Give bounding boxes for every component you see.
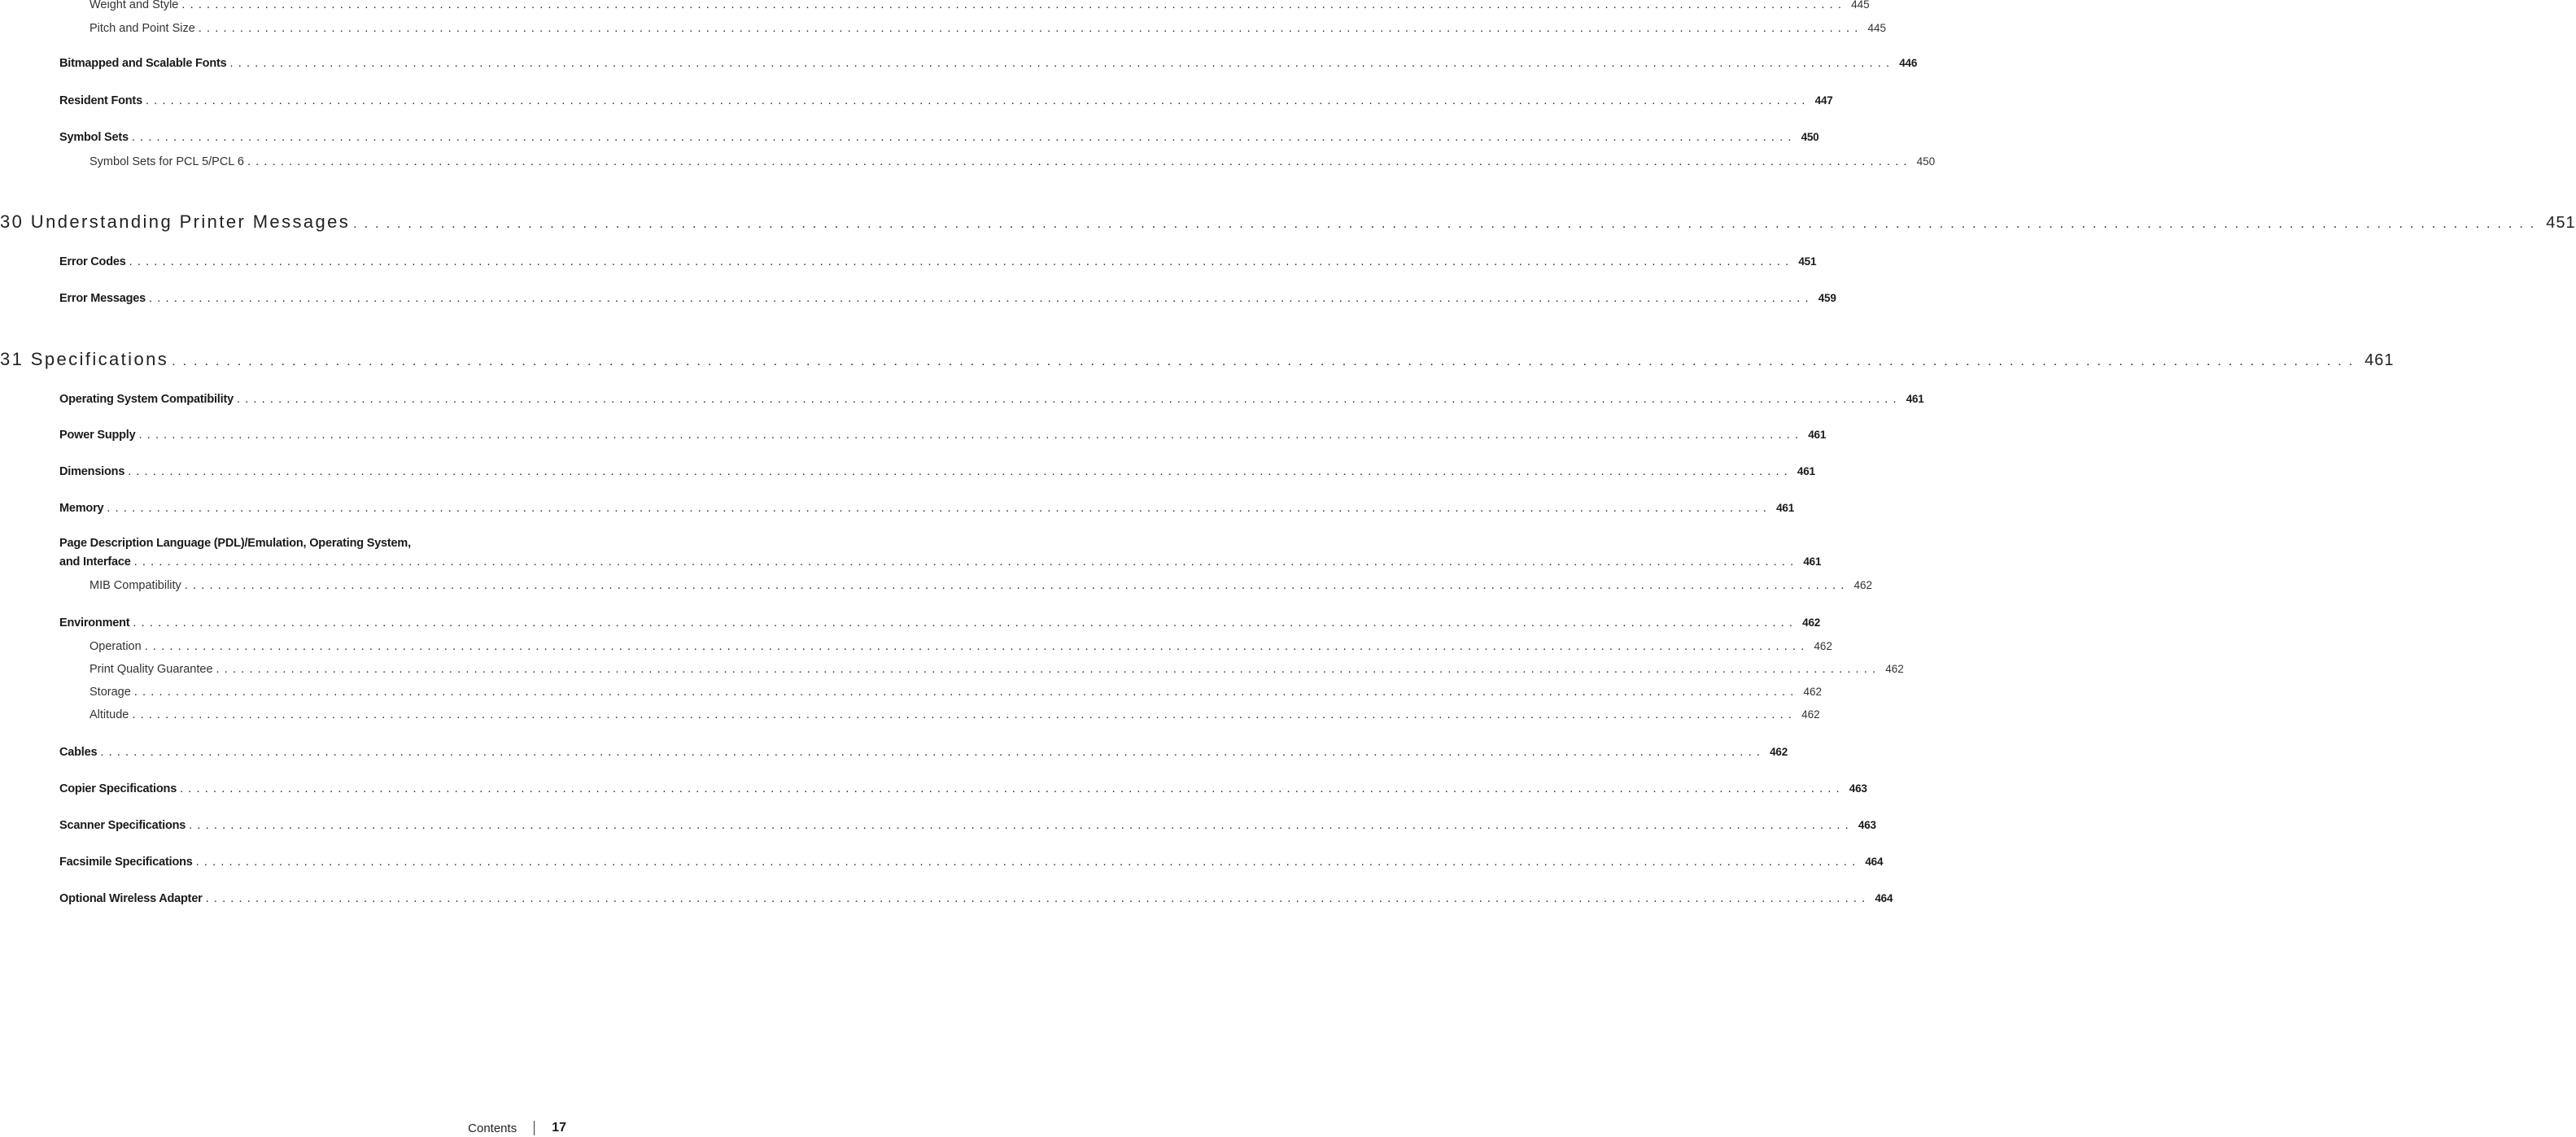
toc-entry-mib[interactable] [90, 579, 1873, 592]
dot-leader: ........................................................................................................................................................................................................ [216, 663, 1881, 676]
footer-label: Contents [468, 1121, 517, 1135]
toc-entry-resident[interactable] [59, 94, 1833, 107]
toc-entry-bitmapped[interactable] [59, 57, 1918, 70]
toc-entry-page: 445 [1867, 22, 1887, 34]
toc-entry-page: 459 [1818, 292, 1836, 304]
toc-entry-page: 461 [1808, 429, 1827, 441]
dot-leader: ........................................................................................................................................................................................................ [131, 131, 1797, 144]
toc-entry-os-compat[interactable] [59, 393, 1924, 406]
toc-entry-label: Operation [90, 640, 142, 653]
toc-entry-page: 462 [1803, 686, 1823, 698]
dot-leader: ........................................................................................................................................................................................................ [149, 292, 1814, 305]
toc-entry-page: 451 [1798, 255, 1817, 268]
toc-entry-label: Copier Specifications [59, 782, 177, 795]
toc-entry-label: Symbol Sets [59, 131, 129, 144]
dot-leader: ........................................................................................................................................................................................................ [172, 355, 2360, 368]
toc-entry-pdl-line2[interactable] [59, 555, 1822, 568]
toc-entry-page: 461 [1906, 393, 1924, 405]
dot-leader: ........................................................................................................................................................................................................ [129, 255, 1794, 268]
toc-entry-label: Cables [59, 746, 98, 759]
toc-chapter-31[interactable] [0, 349, 2395, 370]
toc-entry-page: 461 [1803, 555, 1822, 568]
toc-entry-memory[interactable] [59, 502, 1795, 515]
dot-leader: ........................................................................................................................................................................................................ [353, 217, 2542, 231]
dot-leader: ........................................................................................................................................................................................................ [189, 819, 1853, 832]
toc-entry-page: 445 [1851, 0, 1870, 11]
dot-leader: ........................................................................................................................................................................................................ [133, 686, 1799, 699]
dot-leader: ........................................................................................................................................................................................................ [144, 640, 1810, 653]
toc-entry-print-quality[interactable] [90, 663, 1904, 676]
toc-entry-cables[interactable] [59, 746, 1788, 759]
toc-entry-page: 462 [1801, 708, 1820, 721]
dot-leader: ........................................................................................................................................................................................................ [138, 429, 1804, 442]
toc-entry-label: Bitmapped and Scalable Fonts [59, 57, 227, 70]
toc-entry-environment[interactable] [59, 616, 1821, 629]
toc-entry-storage[interactable] [90, 686, 1823, 699]
toc-entry-page: 464 [1875, 892, 1893, 904]
toc-chapter-label: 31 Specifications [0, 349, 169, 369]
dot-leader: ........................................................................................................................................................................................................ [195, 856, 1861, 869]
toc-entry-label: Power Supply [59, 429, 136, 442]
toc-entry-label: Resident Fonts [59, 94, 142, 107]
toc-entry-label: Error Messages [59, 292, 146, 305]
dot-leader: ........................................................................................................................................................................................................ [205, 892, 1871, 905]
toc-entry-label: Scanner Specifications [59, 819, 186, 832]
toc-entry-error-codes[interactable] [59, 255, 1817, 268]
toc-entry-label: Pitch and Point Size [90, 22, 195, 35]
toc-entry-page: 463 [1858, 819, 1876, 831]
toc-entry-pdl-line1[interactable]: Page Description Language (PDL)/Emulation, Operating System, [59, 537, 411, 550]
toc-entry-page: 463 [1849, 782, 1867, 795]
toc-entry-label: Symbol Sets for PCL 5/PCL 6 [90, 155, 244, 168]
dot-leader: ........................................................................................................................................................................................................ [198, 22, 1863, 35]
toc-entry-label: Storage [90, 686, 131, 699]
toc-entry-symbol-sets[interactable] [59, 131, 1819, 144]
toc-entry-label: Facsimile Specifications [59, 856, 193, 869]
toc-entry-page: 462 [1814, 640, 1832, 652]
dot-leader: ........................................................................................................................................................................................................ [229, 57, 1895, 70]
toc-chapter-page: 461 [2364, 351, 2395, 369]
toc-entry-pitch-point[interactable] [90, 22, 1887, 35]
footer-page-number: 17 [552, 1121, 566, 1135]
dot-leader: ........................................................................................................................................................................................................ [247, 155, 1912, 168]
toc-entry-label: Print Quality Guarantee [90, 663, 213, 676]
toc-entry-page: 462 [1770, 746, 1788, 758]
dot-leader: ........................................................................................................................................................................................................ [107, 502, 1772, 515]
page-footer [468, 1119, 566, 1137]
dot-leader: ........................................................................................................................................................................................................ [133, 616, 1798, 629]
toc-entry-label: Dimensions [59, 465, 125, 478]
toc-entry-error-messages[interactable] [59, 292, 1836, 305]
toc-entry-label: Environment [59, 616, 130, 629]
toc-entry-wireless[interactable] [59, 892, 1893, 905]
toc-entry-page: 446 [1899, 57, 1918, 69]
toc-entry-page: 447 [1814, 94, 1833, 107]
toc-entry-label: Memory [59, 502, 104, 515]
toc-entry-scanner[interactable] [59, 819, 1876, 832]
dot-leader: ........................................................................................................................................................................................................ [181, 0, 1847, 11]
dot-leader: ........................................................................................................................................................................................................ [132, 708, 1797, 721]
toc-entry-label: and Interface [59, 555, 131, 568]
toc-entry-page: 462 [1853, 579, 1873, 591]
toc-entry-page: 450 [1801, 131, 1819, 143]
toc-entry-facsimile[interactable] [59, 856, 1884, 869]
dot-leader: ........................................................................................................................................................................................................ [184, 579, 1849, 592]
toc-entry-copier[interactable] [59, 782, 1867, 795]
toc-entry-label: Altitude [90, 708, 129, 721]
toc-entry-page: 450 [1916, 155, 1936, 168]
toc-entry-operation[interactable] [90, 640, 1832, 653]
toc-chapter-label: 30 Understanding Printer Messages [0, 211, 351, 232]
dot-leader: ........................................................................................................................................................................................................ [100, 746, 1766, 759]
toc-entry-page: 464 [1865, 856, 1884, 868]
toc-entry-label: Weight and Style [90, 0, 179, 11]
footer-divider [534, 1121, 535, 1135]
dot-leader: ........................................................................................................................................................................................................ [133, 555, 1799, 568]
toc-entry-page: 462 [1885, 663, 1904, 675]
toc-entry-page: 461 [1797, 465, 1815, 477]
toc-entry-label: Error Codes [59, 255, 126, 268]
toc-entry-symbol-pcl[interactable] [90, 155, 1936, 168]
toc-entry-page: 461 [1776, 502, 1795, 514]
dot-leader: ........................................................................................................................................................................................................ [128, 465, 1792, 478]
dot-leader: ........................................................................................................................................................................................................ [236, 393, 1901, 406]
toc-chapter-30[interactable] [0, 211, 2576, 233]
dot-leader: ........................................................................................................................................................................................................ [180, 782, 1845, 795]
toc-entry-dimensions[interactable] [59, 465, 1815, 478]
toc-entry-weight-style[interactable] [90, 0, 1870, 11]
toc-entry-page: 462 [1802, 616, 1821, 629]
toc-chapter-page: 451 [2546, 214, 2576, 232]
dot-leader: ........................................................................................................................................................................................................ [145, 94, 1810, 107]
toc-entry-label: Optional Wireless Adapter [59, 892, 203, 905]
toc-entry-label: MIB Compatibility [90, 579, 181, 592]
toc-entry-label: Operating System Compatibility [59, 393, 234, 406]
toc-entry-power-supply[interactable] [59, 429, 1827, 442]
toc-entry-altitude[interactable] [90, 708, 1820, 721]
